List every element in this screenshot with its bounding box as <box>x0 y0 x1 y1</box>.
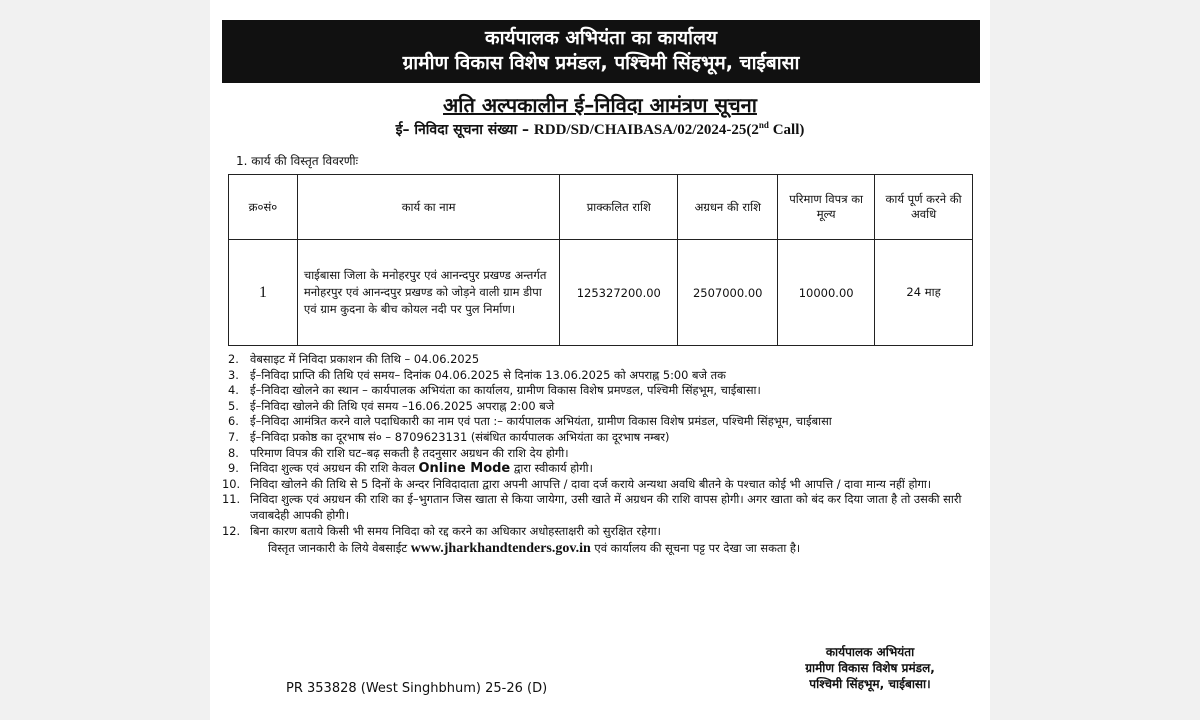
notice-page <box>210 0 990 720</box>
notice-reference: ई– निविदा सूचना संख्या – RDD/SD/CHAIBASA/02/2024-25(2nd Call) <box>395 120 805 138</box>
table-header-row <box>229 175 973 240</box>
list-item: 5. ई–निविदा खोलने की तिथि एवं समय –16.06.2025 अपराह्न 2:00 बजे <box>228 398 555 413</box>
list-item: 7. ई–निविदा प्रकोष्ठ का दूरभाष सं० – 8709623131 (संबंधित कार्यपालक अभियंता का दूरभाष नम्बर) <box>228 429 670 444</box>
header-boq-cost: परिमाण विपत्र का मूल्य <box>778 175 875 240</box>
header-earnest-money: अग्रधन की राशि <box>678 175 778 240</box>
tender-website-link[interactable]: www.jharkhandtenders.gov.in <box>410 541 591 557</box>
notice-title: अति अल्पकालीन ई–निविदा आमंत्रण सूचना <box>443 93 757 117</box>
list-item: 12. बिना कारण बताये किसी भी समय निविदा को रद्द करने का अधिकार अधोहस्ताक्षरी को सुरक्षित रहेगा। <box>222 523 661 538</box>
pr-number: PR 353828 (West Singhbhum) 25-26 (D) <box>286 681 548 696</box>
office-header <box>222 20 980 83</box>
cell-work-name: चाईबासा जिला के मनोहरपुर एवं आनन्दपुर प्रखण्ड अन्तर्गत मनोहरपुर एवं आनन्दपुर प्रखण्ड को जोड़ने वाली ग्राम डीपा एवं ग्राम कुदना के बीच कोयल नदी पर पुल निर्माण। <box>297 240 559 346</box>
list-item: 3. ई–निविदा प्राप्ति की तिथि एवं समय– दिनांक 04.06.2025 से दिनांक 13.06.2025 को अपराह्न 5:00 बजे तक <box>228 367 726 382</box>
list-item: 10. निविदा खोलने की तिथि से 5 दिनों के अन्दर निविदादाता द्वारा अपनी आपत्ति / दावा दर्ज कराये अन्यथा अवधि बीतने के पश्चात कोई भी आपत्ति / दावा मान्य नहीं होगा। <box>222 476 932 491</box>
cell-earnest-money: 2507000.00 <box>678 240 778 346</box>
list-item: विस्तृत जानकारी के लिये वेबसाईट www.jharkhandtenders.gov.in एवं कार्यालय की सूचना पट्ट पर देखा जा सकता है। <box>268 541 801 557</box>
list-item: 2. वेबसाइट में निविदा प्रकाशन की तिथि – 04.06.2025 <box>228 352 480 366</box>
signature-block: कार्यपालक अभियंता ग्रामीण विकास विशेष प्रमंडल, पश्चिमी सिंहभूम, चाईबासा। <box>805 645 935 691</box>
office-division: ग्रामीण विकास विशेष प्रमंडल, पश्चिमी सिंहभूम, चाईबासा <box>402 52 800 74</box>
header-estimated-amount: प्राक्कलित राशि <box>560 175 678 240</box>
cell-sr: 1 <box>229 240 298 346</box>
header-sr: क्र०सं० <box>229 175 298 240</box>
office-title: कार्यपालक अभियंता का कार्यालय <box>485 27 717 49</box>
notice-points <box>210 352 975 557</box>
cell-boq-cost: 10000.00 <box>778 240 875 346</box>
list-item: 9. निविदा शुल्क एवं अग्रधन की राशि केवल Online Mode द्वारा स्वीकार्य होगी। <box>228 461 593 477</box>
list-item: 8. परिमाण विपत्र की राशि घट–बढ़ सकती है तदनुसार अग्रधन की राशि देय होगी। <box>228 445 569 460</box>
work-details-table <box>228 174 973 346</box>
cell-completion-period: 24 माह <box>875 240 973 346</box>
work-details-label: 1. कार्य की विस्तृत विवरणीः <box>236 154 359 168</box>
header-work-name: कार्य का नाम <box>297 175 559 240</box>
header-completion-period: कार्य पूर्ण करने की अवधि <box>875 175 973 240</box>
list-item: 4. ई–निविदा खोलने का स्थान – कार्यपालक अभियंता का कार्यालय, ग्रामीण विकास विशेष प्रमण्डल, पश्चिमी सिंहभूम, चाईबासा। <box>228 383 761 398</box>
list-item: 11. निविदा शुल्क एवं अग्रधन की राशि का ई–भुगतान जिस खाता से किया जायेगा, उसी खाते में अग्रधन की राशि वापस होगी। अगर खाता को बंद कर दिया जाता है तो उसकी सारी जवाबदेही आपकी होगी। <box>222 492 962 522</box>
table-row <box>229 240 973 346</box>
list-item: 6. ई–निविदा आमंत्रित करने वाले पदाधिकारी का नाम एवं पता :– कार्यपालक अभियंता, ग्रामीण विकास विशेष प्रमंडल, पश्चिमी सिंहभूम, चाईबासा <box>228 414 832 429</box>
cell-estimated-amount: 125327200.00 <box>560 240 678 346</box>
